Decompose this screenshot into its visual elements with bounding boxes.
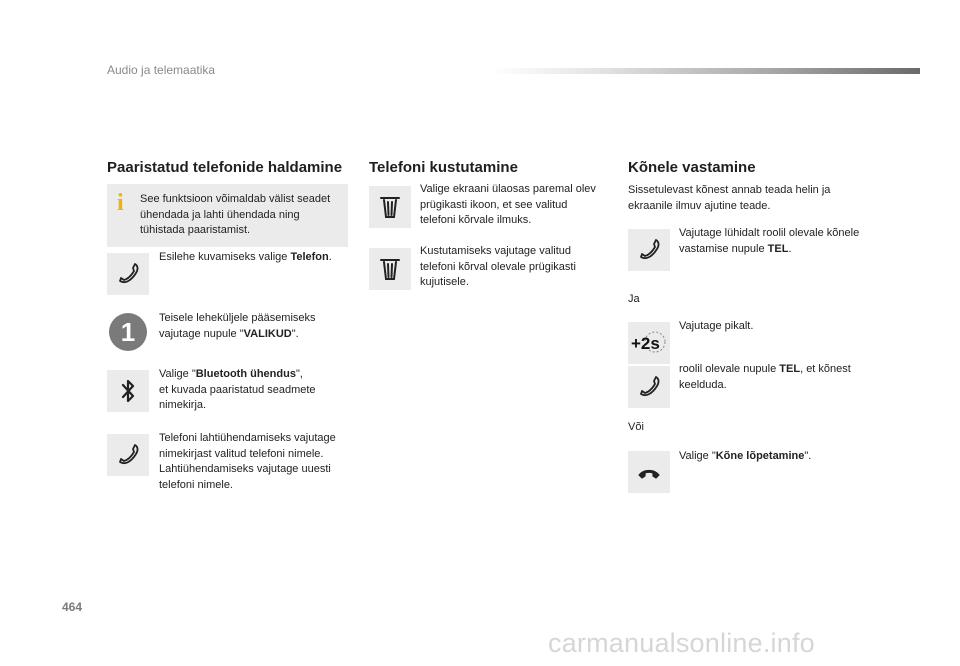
- trash-icon: [369, 248, 411, 290]
- step-select-trash: Valige ekraani ülaosas paremal olev prügikasti ikoon, et see valitud telefoni kõrvale ilmuks.: [420, 183, 596, 226]
- connector-and: Ja: [628, 293, 640, 305]
- section-title-delete: Telefoni kustutamine: [369, 159, 518, 176]
- step-open-phone: Esilehe kuvamiseks valige Telefon.: [159, 251, 332, 263]
- step-end-call: Valige "Kõne lõpetamine".: [679, 450, 812, 462]
- header-divider-bar: [490, 68, 920, 74]
- number-one-icon: 1: [109, 313, 147, 351]
- step-options: Teisele leheküljele pääsemiseks vajutage nupule "VALIKUD".: [159, 312, 316, 340]
- info-text: See funktsioon võimaldab välist seadet ühendada ja lahti ühendada ning tühistada paaristamist.: [140, 193, 331, 236]
- trash-icon: [369, 186, 411, 228]
- phone-icon: [107, 434, 149, 476]
- step-bluetooth: Valige "Bluetooth ühendus", et kuvada paaristatud seadmete nimekirja.: [159, 368, 316, 411]
- phone-icon: [628, 366, 670, 408]
- phone-icon: [628, 229, 670, 271]
- watermark-text: carmanualsonline.info: [548, 628, 815, 658]
- hang-up-icon: [628, 451, 670, 493]
- long-press-icon: [628, 322, 670, 364]
- step-disconnect: Telefoni lahtiühendamiseks vajutage nimekirjast valitud telefoni nimele. Lahtiühendamiseks vajutage uuesti telefoni nimele.: [159, 432, 336, 491]
- phone-icon: [107, 253, 149, 295]
- section-title-pairing: Paaristatud telefonide haldamine: [107, 159, 343, 176]
- section-title-answer: Kõnele vastamine: [628, 159, 756, 176]
- svg-text:+2s: +2s: [631, 334, 660, 353]
- step-long-press: Vajutage pikalt.: [679, 320, 754, 332]
- step-answer-short: Vajutage lühidalt roolil olevale kõnele vastamise nupule TEL.: [679, 227, 860, 255]
- intro-text: Sissetulevast kõnest annab teada helin ja ekraanile ilmuv ajutine teade.: [628, 184, 831, 212]
- connector-or: Või: [628, 421, 644, 433]
- page-number: 464: [62, 600, 83, 614]
- info-icon: i: [117, 190, 124, 216]
- info-box: [107, 184, 348, 247]
- step-reject: roolil olevale nupule TEL, et kõnest keelduda.: [679, 363, 851, 391]
- bluetooth-icon: [107, 370, 149, 412]
- step-delete: Kustutamiseks vajutage valitud telefoni kõrval olevale prügikasti kujutisele.: [420, 245, 576, 288]
- page-header-title: Audio ja telemaatika: [107, 63, 216, 77]
